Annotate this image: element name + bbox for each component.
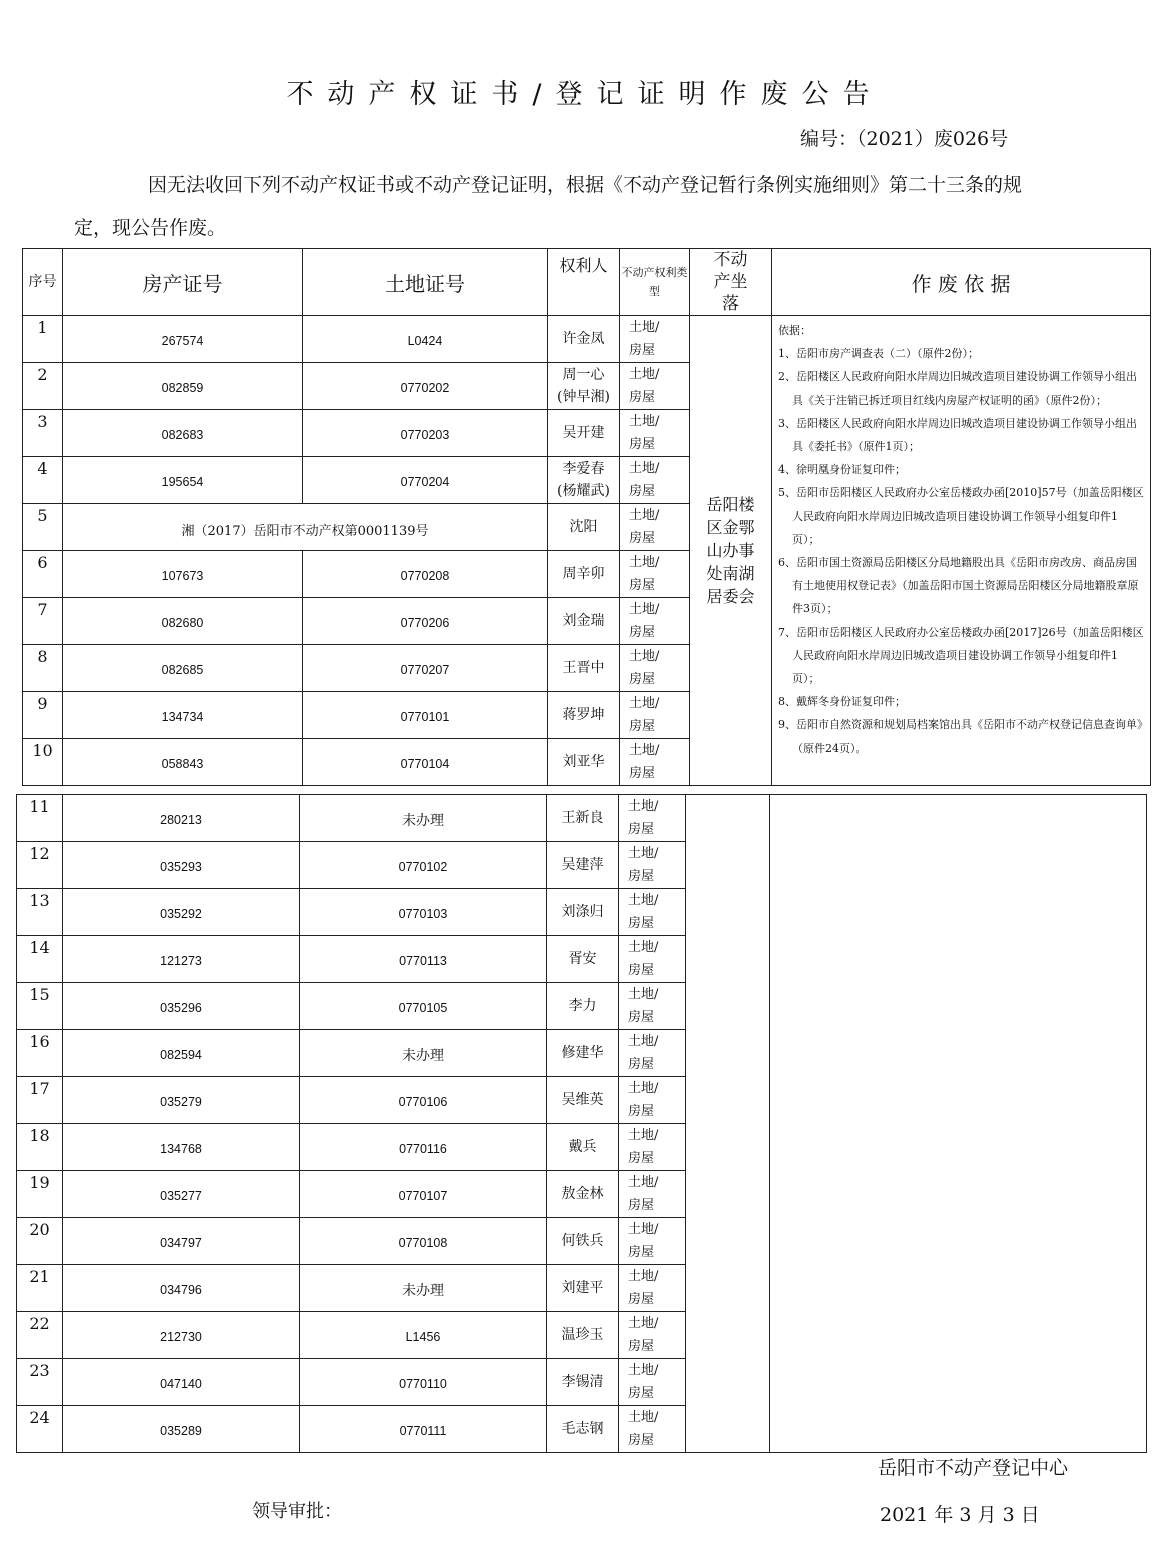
row-right-type-line2: 房屋 bbox=[628, 1339, 655, 1354]
row-land-cert: 0770116 bbox=[300, 1124, 547, 1171]
row-owner bbox=[548, 739, 620, 786]
row-right-type-line2: 房屋 bbox=[628, 1386, 655, 1401]
header-right-type: 不动产权利类型 bbox=[620, 249, 690, 316]
basis-line: 3、岳阳楼区人民政府向阳水岸周边旧城改造项目建设协调工作领导小组出具《委托书》（原件1页）； bbox=[778, 416, 1137, 454]
row-house-cert: 121273 bbox=[63, 936, 300, 983]
row-right-type-line1: 土地/ bbox=[628, 1175, 659, 1190]
row-right-type-line2: 房屋 bbox=[628, 1057, 655, 1072]
row-owner: 李力 bbox=[547, 983, 619, 1030]
basis-line: 依据： bbox=[778, 324, 811, 337]
row-house-cert: 212730 bbox=[63, 1312, 300, 1359]
header-house-cert: 房产证号 bbox=[63, 249, 303, 316]
row-location bbox=[690, 316, 772, 786]
row-owner: 温珍玉 bbox=[547, 1312, 619, 1359]
row-right-type-line2: 房屋 bbox=[628, 1010, 655, 1025]
row-owner: 吴建萍 bbox=[547, 842, 619, 889]
row-right-type-line1: 土地/ bbox=[628, 1316, 659, 1331]
row-owner-name: 刘金瑞 bbox=[562, 613, 605, 629]
row-right-type-line2: 房屋 bbox=[628, 1292, 655, 1307]
row-seq: 19 bbox=[17, 1171, 63, 1218]
document-number: 编号：（2021）废026号 bbox=[800, 128, 1009, 150]
row-owner-name: 周辛卯 bbox=[562, 566, 605, 582]
location-text: 岳阳楼区金鄂山办事处南湖居委会 bbox=[706, 495, 755, 606]
row-right-type bbox=[619, 889, 686, 936]
row-location-empty bbox=[686, 795, 770, 1453]
approval-label: 领导审批： bbox=[252, 1501, 342, 1522]
row-owner: 毛志钢 bbox=[547, 1406, 619, 1453]
row-merged-cert: 湘（2017）岳阳市不动产权第0001139号 bbox=[63, 504, 548, 551]
row-right-type-line2: 房屋 bbox=[628, 822, 655, 837]
basis-line: 2、岳阳楼区人民政府向阳水岸周边旧城改造项目建设协调工作领导小组出具《关于注销已拆迁项目红线内房屋产权证明的函》（原件2份）； bbox=[778, 370, 1137, 407]
row-house-cert: 134768 bbox=[63, 1124, 300, 1171]
basis-line: 9、岳阳市自然资源和规划局档案馆出具《岳阳市不动产权登记信息查询单》（原件24页）。 bbox=[778, 718, 1143, 755]
row-house-cert: 034796 bbox=[63, 1265, 300, 1312]
row-house-cert: 035277 bbox=[63, 1171, 300, 1218]
row-land-cert: 0770202 bbox=[303, 363, 548, 410]
row-right-type-line1: 土地/ bbox=[629, 320, 660, 335]
row-right-type-line2: 房屋 bbox=[629, 766, 656, 781]
row-house-cert: 082859 bbox=[63, 363, 303, 410]
row-right-type-line2: 房屋 bbox=[628, 869, 655, 884]
row-land-cert: 0770106 bbox=[300, 1077, 547, 1124]
row-right-type-line1: 土地/ bbox=[629, 602, 660, 617]
row-owner bbox=[548, 598, 620, 645]
row-right-type bbox=[619, 795, 686, 842]
row-right-type-line1: 土地/ bbox=[628, 1034, 659, 1049]
intro-text-line1: 因无法收回下列不动产权证书或不动产登记证明，根据《不动产登记暂行条例实施细则》第二十三条的规 bbox=[148, 174, 1023, 196]
document-title: 不动产权证书/登记证明作废公告 bbox=[286, 79, 884, 110]
void-table-part2 bbox=[16, 794, 1147, 1453]
row-right-type-line2: 房屋 bbox=[628, 1245, 655, 1260]
row-right-type bbox=[619, 1030, 686, 1077]
row-seq: 11 bbox=[17, 795, 63, 842]
row-right-type-line1: 土地/ bbox=[628, 1269, 659, 1284]
row-right-type-line2: 房屋 bbox=[629, 531, 656, 546]
row-right-type-line1: 土地/ bbox=[628, 1222, 659, 1237]
row-land-cert: 0770208 bbox=[303, 551, 548, 598]
row-owner: 吴维英 bbox=[547, 1077, 619, 1124]
header-location bbox=[690, 249, 772, 316]
row-owner-former: (杨耀武) bbox=[557, 483, 610, 499]
row-seq: 24 bbox=[17, 1406, 63, 1453]
row-house-cert: 082685 bbox=[63, 645, 303, 692]
row-right-type-line1: 土地/ bbox=[628, 893, 659, 908]
void-basis bbox=[772, 316, 1151, 786]
row-seq: 5 bbox=[23, 504, 63, 551]
row-right-type bbox=[619, 1406, 686, 1453]
row-seq: 18 bbox=[17, 1124, 63, 1171]
table-header-row bbox=[23, 249, 1151, 316]
row-right-type bbox=[620, 645, 690, 692]
row-owner-name: 蒋罗坤 bbox=[562, 707, 605, 723]
row-owner bbox=[548, 692, 620, 739]
row-owner: 敖金林 bbox=[547, 1171, 619, 1218]
row-house-cert: 035289 bbox=[63, 1406, 300, 1453]
row-seq: 1 bbox=[23, 316, 63, 363]
row-right-type bbox=[620, 598, 690, 645]
row-land-cert: 0770111 bbox=[300, 1406, 547, 1453]
row-owner bbox=[548, 551, 620, 598]
row-land-cert: 0770101 bbox=[303, 692, 548, 739]
row-land-cert: 0770105 bbox=[300, 983, 547, 1030]
row-owner: 刘建平 bbox=[547, 1265, 619, 1312]
row-right-type-line2: 房屋 bbox=[628, 916, 655, 931]
row-land-cert: L0424 bbox=[303, 316, 548, 363]
row-seq: 17 bbox=[17, 1077, 63, 1124]
row-right-type-line2: 房屋 bbox=[629, 578, 656, 593]
row-right-type bbox=[619, 842, 686, 889]
row-land-cert: 0770102 bbox=[300, 842, 547, 889]
row-owner: 何铁兵 bbox=[547, 1218, 619, 1265]
intro-text-line2: 定，现公告作废。 bbox=[74, 217, 227, 239]
row-right-type bbox=[620, 504, 690, 551]
header-seq: 序号 bbox=[23, 249, 63, 316]
row-owner: 胥安 bbox=[547, 936, 619, 983]
row-seq: 10 bbox=[23, 739, 63, 786]
row-right-type-line1: 土地/ bbox=[629, 696, 660, 711]
row-owner-name: 周一心 bbox=[562, 367, 605, 383]
row-right-type-line1: 土地/ bbox=[629, 555, 660, 570]
row-house-cert: 134734 bbox=[63, 692, 303, 739]
row-right-type bbox=[619, 1312, 686, 1359]
row-seq: 7 bbox=[23, 598, 63, 645]
row-seq: 21 bbox=[17, 1265, 63, 1312]
row-right-type-line1: 土地/ bbox=[629, 414, 660, 429]
basis-line: 4、徐明凰身份证复印件； bbox=[778, 463, 906, 477]
row-house-cert: 280213 bbox=[63, 795, 300, 842]
row-land-cert: L1456 bbox=[300, 1312, 547, 1359]
row-seq: 23 bbox=[17, 1359, 63, 1406]
row-house-cert: 082683 bbox=[63, 410, 303, 457]
row-right-type bbox=[619, 1077, 686, 1124]
basis-line: 8、戴辉冬身份证复印件； bbox=[778, 695, 906, 709]
row-owner-name: 吴开建 bbox=[562, 425, 605, 441]
basis-line: 7、岳阳市岳阳楼区人民政府办公室岳楼政办函[2017]26号（加盖岳阳楼区人民政府向阳水岸周边旧城改造项目建设协调工作领导小组复印件1页）； bbox=[778, 625, 1144, 686]
row-house-cert: 035292 bbox=[63, 889, 300, 936]
row-house-cert: 035296 bbox=[63, 983, 300, 1030]
row-land-cert: 0770203 bbox=[303, 410, 548, 457]
row-land-cert: 0770204 bbox=[303, 457, 548, 504]
header-basis: 作 废 依 据 bbox=[772, 249, 1151, 316]
row-land-cert: 0770108 bbox=[300, 1218, 547, 1265]
row-right-type-line1: 土地/ bbox=[629, 367, 660, 382]
row-land-cert: 0770206 bbox=[303, 598, 548, 645]
row-seq: 14 bbox=[17, 936, 63, 983]
row-right-type-line1: 土地/ bbox=[629, 508, 660, 523]
row-right-type-line2: 房屋 bbox=[629, 672, 656, 687]
row-owner-name: 刘亚华 bbox=[562, 754, 605, 770]
row-owner: 李锡清 bbox=[547, 1359, 619, 1406]
row-owner: 刘涤归 bbox=[547, 889, 619, 936]
row-right-type bbox=[619, 983, 686, 1030]
row-right-type-line2: 房屋 bbox=[629, 390, 656, 405]
row-right-type-line1: 土地/ bbox=[629, 649, 660, 664]
header-owner: 权利人 bbox=[548, 249, 620, 316]
row-house-cert: 035279 bbox=[63, 1077, 300, 1124]
row-seq: 15 bbox=[17, 983, 63, 1030]
row-right-type bbox=[620, 692, 690, 739]
row-right-type bbox=[620, 739, 690, 786]
row-right-type bbox=[619, 1359, 686, 1406]
row-right-type bbox=[619, 1124, 686, 1171]
row-owner bbox=[548, 645, 620, 692]
row-land-cert: 0770113 bbox=[300, 936, 547, 983]
row-owner: 戴兵 bbox=[547, 1124, 619, 1171]
row-right-type-line1: 土地/ bbox=[628, 799, 659, 814]
row-right-type-line1: 土地/ bbox=[629, 743, 660, 758]
row-right-type bbox=[619, 1171, 686, 1218]
row-owner bbox=[548, 316, 620, 363]
row-house-cert: 082594 bbox=[63, 1030, 300, 1077]
row-right-type-line2: 房屋 bbox=[629, 625, 656, 640]
row-right-type-line1: 土地/ bbox=[628, 1363, 659, 1378]
row-right-type bbox=[620, 363, 690, 410]
row-right-type bbox=[619, 936, 686, 983]
row-right-type-line2: 房屋 bbox=[629, 484, 656, 499]
row-house-cert: 195654 bbox=[63, 457, 303, 504]
row-owner bbox=[548, 410, 620, 457]
row-house-cert: 267574 bbox=[63, 316, 303, 363]
row-right-type-line2: 房屋 bbox=[629, 437, 656, 452]
row-right-type-line2: 房屋 bbox=[628, 963, 655, 978]
row-house-cert: 034797 bbox=[63, 1218, 300, 1265]
void-table-part1 bbox=[22, 248, 1151, 786]
row-seq: 16 bbox=[17, 1030, 63, 1077]
row-owner bbox=[548, 457, 620, 504]
row-right-type-line1: 土地/ bbox=[628, 940, 659, 955]
row-right-type-line2: 房屋 bbox=[628, 1104, 655, 1119]
row-seq: 13 bbox=[17, 889, 63, 936]
row-land-cert: 0770207 bbox=[303, 645, 548, 692]
row-house-cert: 058843 bbox=[63, 739, 303, 786]
row-land-cert: 0770104 bbox=[303, 739, 548, 786]
row-seq: 9 bbox=[23, 692, 63, 739]
table-row bbox=[17, 795, 1147, 842]
row-right-type-line1: 土地/ bbox=[628, 1128, 659, 1143]
row-owner: 修建华 bbox=[547, 1030, 619, 1077]
row-right-type bbox=[620, 457, 690, 504]
row-land-cert: 0770103 bbox=[300, 889, 547, 936]
row-owner: 王新良 bbox=[547, 795, 619, 842]
issuer-name: 岳阳市不动产登记中心 bbox=[878, 1457, 1069, 1479]
row-owner-name: 许金凤 bbox=[562, 331, 605, 347]
row-seq: 3 bbox=[23, 410, 63, 457]
row-seq: 22 bbox=[17, 1312, 63, 1359]
issue-date: 2021 年 3 月 3 日 bbox=[880, 1504, 1040, 1526]
row-house-cert: 082680 bbox=[63, 598, 303, 645]
row-seq: 12 bbox=[17, 842, 63, 889]
row-owner-name: 沈阳 bbox=[569, 519, 598, 535]
row-land-cert: 未办理 bbox=[300, 1030, 547, 1077]
header-location-text: 不动产坐落 bbox=[713, 250, 748, 314]
row-land-cert: 未办理 bbox=[300, 1265, 547, 1312]
row-land-cert: 未办理 bbox=[300, 795, 547, 842]
row-owner-former: (钟早湘) bbox=[557, 389, 610, 405]
row-right-type bbox=[619, 1218, 686, 1265]
row-owner-name: 王晋中 bbox=[562, 660, 605, 676]
row-right-type bbox=[620, 316, 690, 363]
row-seq: 4 bbox=[23, 457, 63, 504]
void-basis-empty bbox=[770, 795, 1147, 1453]
basis-line: 1、岳阳市房产调查表（二）（原件2份）； bbox=[778, 347, 979, 361]
row-right-type-line2: 房屋 bbox=[629, 343, 656, 358]
row-right-type-line2: 房屋 bbox=[629, 719, 656, 734]
row-right-type-line2: 房屋 bbox=[628, 1198, 655, 1213]
row-owner bbox=[548, 504, 620, 551]
basis-line: 6、岳阳市国土资源局岳阳楼区分局地籍股出具《岳阳市房改房、商品房国有土地使用权登记表》（加盖岳阳市国土资源局岳阳楼区分局地籍股章原件3页）； bbox=[778, 556, 1139, 616]
row-seq: 2 bbox=[23, 363, 63, 410]
row-right-type-line2: 房屋 bbox=[628, 1433, 655, 1448]
row-land-cert: 0770107 bbox=[300, 1171, 547, 1218]
row-owner-name: 李爱春 bbox=[562, 461, 605, 477]
basis-line: 5、岳阳市岳阳楼区人民政府办公室岳楼政办函[2010]57号（加盖岳阳楼区人民政府向阳水岸周边旧城改造项目建设协调工作领导小组复印件1页）； bbox=[778, 486, 1144, 546]
table-row bbox=[23, 316, 1151, 363]
row-right-type bbox=[619, 1265, 686, 1312]
row-right-type-line1: 土地/ bbox=[628, 846, 659, 861]
row-right-type-line1: 土地/ bbox=[628, 1081, 659, 1096]
header-land-cert: 土地证号 bbox=[303, 249, 548, 316]
row-land-cert: 0770110 bbox=[300, 1359, 547, 1406]
row-owner bbox=[548, 363, 620, 410]
row-seq: 8 bbox=[23, 645, 63, 692]
row-seq: 20 bbox=[17, 1218, 63, 1265]
row-right-type-line1: 土地/ bbox=[628, 1410, 659, 1425]
row-house-cert: 035293 bbox=[63, 842, 300, 889]
row-right-type-line1: 土地/ bbox=[629, 461, 660, 476]
row-right-type bbox=[620, 410, 690, 457]
row-right-type-line1: 土地/ bbox=[628, 987, 659, 1002]
row-house-cert: 107673 bbox=[63, 551, 303, 598]
row-right-type bbox=[620, 551, 690, 598]
row-house-cert: 047140 bbox=[63, 1359, 300, 1406]
row-seq: 6 bbox=[23, 551, 63, 598]
row-right-type-line2: 房屋 bbox=[628, 1151, 655, 1166]
